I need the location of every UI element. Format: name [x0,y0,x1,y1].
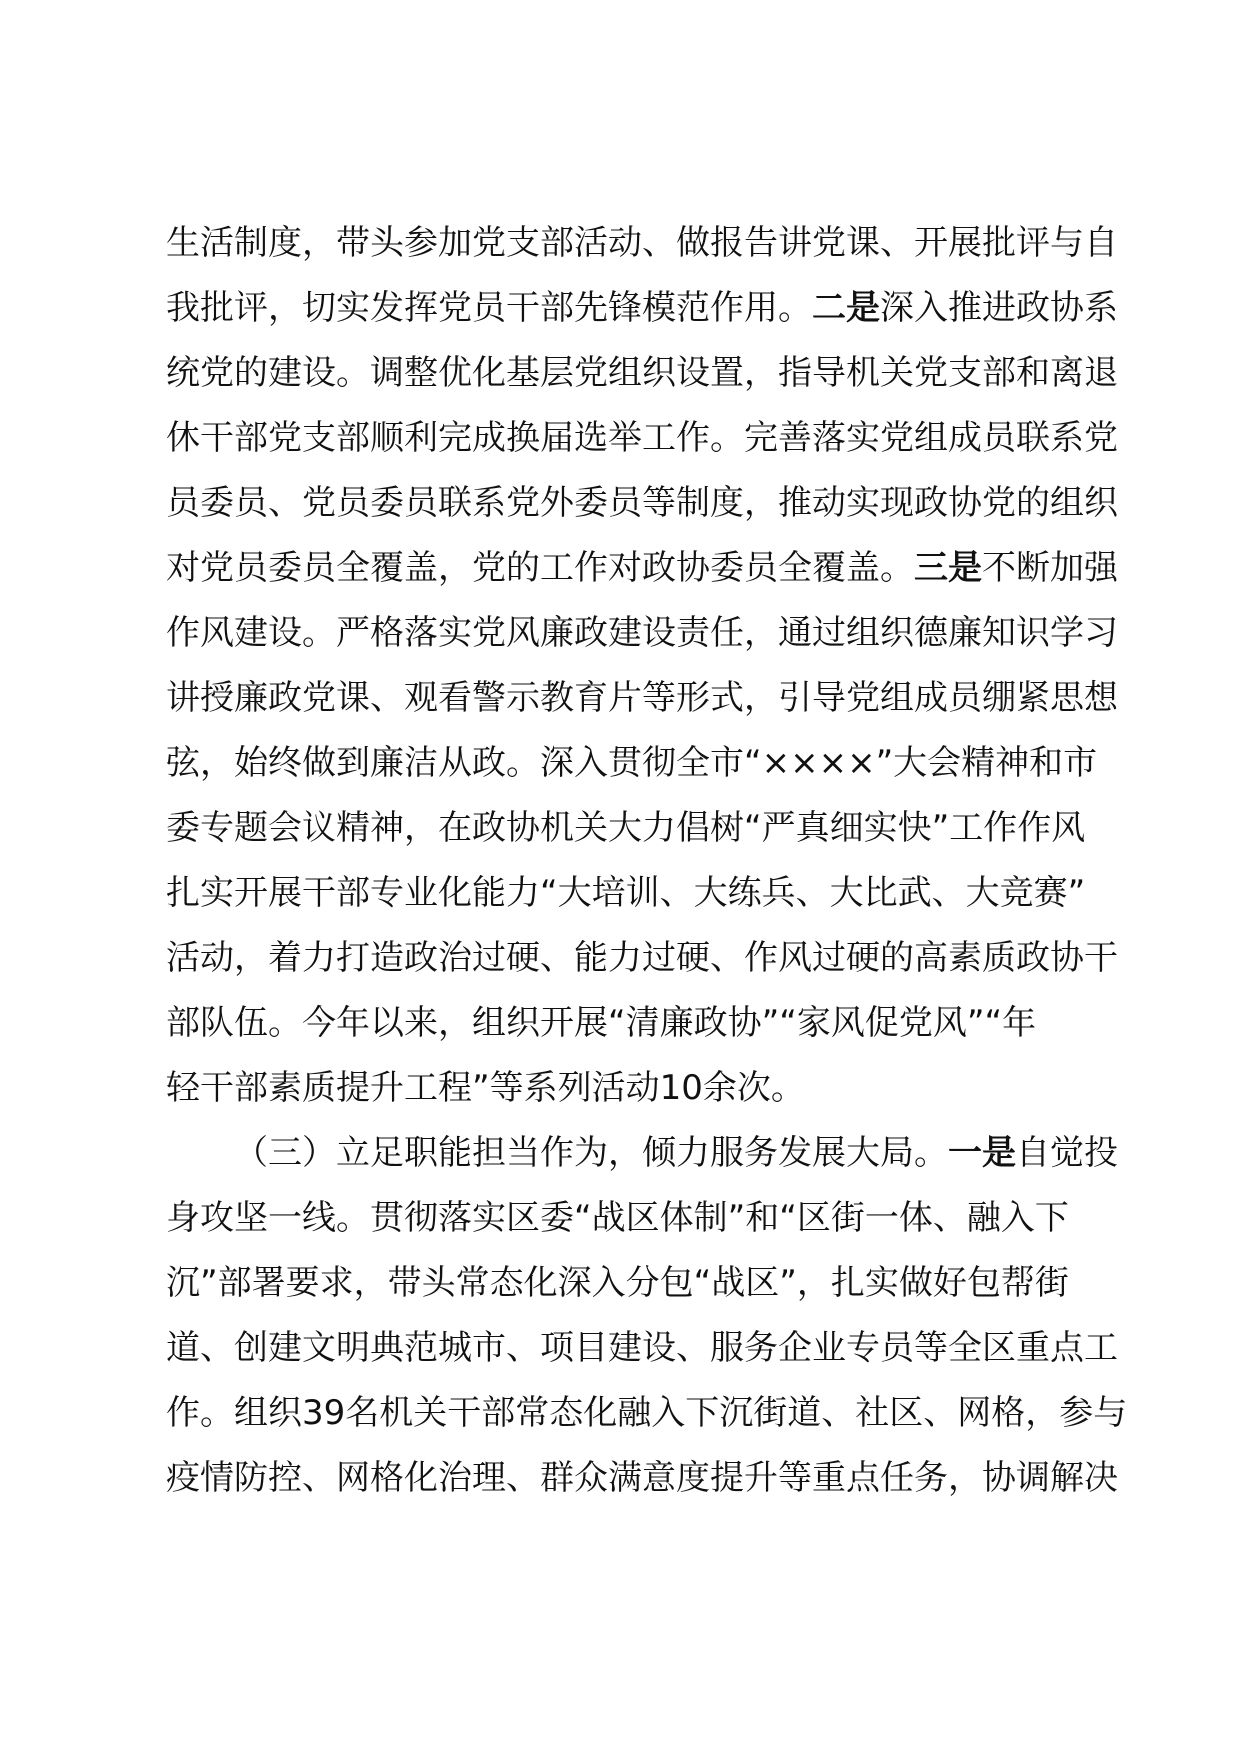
text-run: 对党员委员全覆盖，党的工作对政协委员全覆盖。 [166,548,914,588]
text-line [166,1121,1118,1186]
text-line: 生活制度，带头参加党支部活动、做报告讲党课、开展批评与自 [166,223,1118,263]
text-line: 轻干部素质提升工程”等系列活动10余次。 [166,1068,805,1108]
section-heading: （三）立足职能担当作为，倾力服务发展大局。 [234,1133,948,1173]
text-run: 自觉投 [1016,1133,1118,1173]
text-line: 弦，始终做到廉洁从政。深入贯彻全市“××××”大会精神和市 [166,743,1098,783]
bold-keyword: 二是 [812,288,880,328]
text-run: 不断加强 [982,548,1118,588]
text-line: 统党的建设。调整优化基层党组织设置，指导机关党支部和离退 [166,353,1118,393]
text-run: 深入推进政协系 [880,288,1118,328]
text-line: 作风建设。严格落实党风廉政建设责任，通过组织德廉知识学习 [166,613,1118,653]
text-line: 讲授廉政党课、观看警示教育片等形式，引导党组成员绷紧思想 [166,678,1118,718]
text-line: 员委员、党员委员联系党外委员等制度，推动实现政协党的组织 [166,483,1118,523]
text-line: 活动，着力打造政治过硬、能力过硬、作风过硬的高素质政协干 [166,938,1118,978]
bold-keyword: 三是 [914,548,982,588]
text-line: 身攻坚一线。贯彻落实区委“战区体制”和“区街一体、融入下 [166,1198,1069,1238]
text-run: 我批评，切实发挥党员干部先锋模范作用。 [166,288,812,328]
text-line: 沉”部署要求，带头常态化深入分包“战区”，扎实做好包帮街 [166,1263,1069,1303]
text-line: 道、创建文明典范城市、项目建设、服务企业专员等全区重点工 [166,1328,1118,1368]
text-line: 委专题会议精神，在政协机关大力倡树“严真细实快”工作作风 [166,808,1086,848]
text-line: 休干部党支部顺利完成换届选举工作。完善落实党组成员联系党 [166,418,1118,458]
document-body [166,211,1128,1511]
text-line: 疫情防控、网格化治理、群众满意度提升等重点任务，协调解决 [166,1458,1118,1498]
bold-keyword: 一是 [948,1133,1016,1173]
text-line: 扎实开展干部专业化能力“大培训、大练兵、大比武、大竞赛” [166,873,1086,913]
text-line: 作。组织39名机关干部常态化融入下沉街道、社区、网格，参与 [166,1393,1128,1433]
paragraph-party-building [166,211,1118,1121]
text-line [166,276,1118,341]
text-line: 部队伍。今年以来，组织开展“清廉政协”“家风促党风”“年 [166,1003,1037,1043]
text-line [166,536,1118,601]
paragraph-service-development [166,1121,1128,1511]
